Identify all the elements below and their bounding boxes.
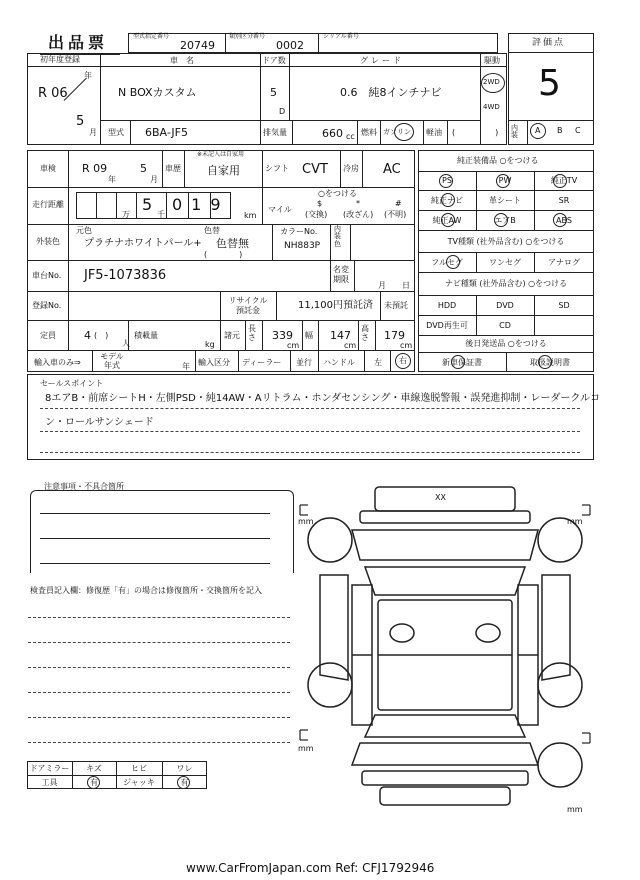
width-value: 147: [330, 329, 351, 342]
caution-area: [30, 490, 294, 573]
width-cm: cm: [344, 341, 357, 350]
door-type: D: [279, 107, 286, 116]
navi-hdd: HDD: [437, 300, 457, 310]
mile-label: マイル: [268, 205, 292, 214]
category-no: 0002: [276, 39, 304, 52]
score-value: 5: [538, 63, 561, 104]
length-cm: cm: [287, 341, 300, 350]
orig-color: プラチナホワイトパール+: [84, 238, 202, 249]
sales-label: セールスポイント: [40, 379, 104, 388]
mileage-sen: 019: [172, 195, 230, 214]
fuel-gas: ガソリン: [383, 128, 411, 136]
later-title: 後日発送品 ○をつける: [465, 339, 547, 348]
navi-sd: SD: [558, 300, 570, 310]
exterior-label: 外装色: [36, 237, 60, 246]
car-name-label: 車 名: [170, 56, 194, 65]
legend-scratch: キズ: [86, 763, 102, 773]
inspection-month: 5: [140, 162, 147, 175]
color-change-label: 色替: [204, 226, 220, 235]
drive-2wd: 2WD: [483, 78, 500, 86]
history-value: 自家用: [207, 164, 240, 177]
first-reg-month-unit: 月: [89, 128, 97, 137]
height-cm: cm: [400, 341, 413, 350]
recycle-no: 未預託: [384, 301, 408, 310]
recycle-amount: 11,100円預託済: [298, 300, 373, 311]
equip-airbag: エアB: [494, 215, 516, 225]
navi-dvd-play: DVD再生可: [426, 320, 468, 330]
doors-value: 5: [270, 86, 277, 99]
score-label: 評価点: [532, 38, 566, 48]
first-reg-month: 5: [76, 114, 85, 129]
displacement-label: 排気量: [263, 128, 287, 137]
chassis-no: JF5-1073836: [84, 268, 167, 283]
grade-label: グレード: [360, 56, 404, 65]
fuel-bracket: ( ): [452, 128, 499, 137]
later-manual: 取扱説明書: [530, 357, 570, 367]
ac-label: 冷房: [343, 164, 359, 173]
swap-label: (交換): [305, 210, 328, 219]
name-change-label: 名変期限: [333, 265, 349, 284]
navi-dvd: DVD: [496, 300, 514, 310]
orig-color-label: 元色: [76, 226, 92, 235]
width-label: 幅: [305, 331, 313, 340]
height-value: 179: [384, 329, 405, 342]
equip-leather: 革シート: [489, 195, 521, 205]
caution-label: 注意事項・不具合箇所: [44, 482, 124, 491]
inspector-label: 検査員記入欄：修復歴「有」の場合は修復箇所・交換箇所を記入: [30, 586, 262, 595]
person-unit: 人: [122, 339, 130, 348]
length-value: 339: [272, 329, 293, 342]
interior-label: 内装: [511, 124, 518, 139]
model-cert-no: 20749: [180, 39, 215, 52]
car-name: N BOXカスタム: [118, 86, 197, 99]
equip-navi: 純正ナビ: [431, 195, 463, 205]
drive-4wd: 4WD: [483, 103, 500, 111]
hash-mark: #: [395, 199, 402, 208]
navi-title: ナビ種類 (社外品含む) ○をつける: [444, 279, 568, 288]
color-no-label: カラーNo.: [280, 227, 318, 236]
capacity-value: 4: [84, 329, 91, 342]
inspection-date: R 09: [82, 162, 108, 175]
reg-label: 登録No.: [32, 301, 62, 310]
equip-pw: PW: [498, 176, 512, 185]
model-year-label: モデル年式: [100, 352, 124, 370]
sheet-title: 出品票: [48, 33, 109, 52]
import-class-label: 輸入区分: [198, 358, 230, 367]
interior-grade-a: A: [535, 126, 541, 135]
mm-label-bl: mm: [298, 744, 314, 753]
serial-label: シリアル番号: [323, 33, 359, 40]
mileage-man: 5: [142, 195, 153, 214]
capacity-bracket: ( ): [94, 331, 109, 340]
recycle-label: リサイクル預託金: [228, 296, 268, 315]
mileage-label: 走行距離: [32, 200, 64, 209]
inspection-label: 車検: [40, 164, 56, 173]
equip-abs: ABS: [556, 215, 572, 225]
tv-oneseg: ワンセグ: [489, 257, 521, 267]
import-label: 輸入車のみ⇒: [34, 358, 81, 367]
shift-label: シフト: [265, 164, 289, 173]
mm-label-br: mm: [567, 805, 583, 814]
handle-right: 右: [399, 356, 407, 365]
legend-tools: 工具: [41, 777, 58, 787]
model-code: 6BA-JF5: [145, 126, 188, 139]
inspection-year-unit: 年: [108, 175, 116, 184]
fuel-label: 燃料: [361, 128, 377, 137]
later-warranty: 新車保証書: [442, 357, 482, 367]
footer-reference: www.CarFromJapan.com Ref: CFJ1792946: [186, 861, 435, 875]
drive-label: 駆動: [484, 56, 500, 65]
equipment-title: 純正装備品 ○をつける: [457, 156, 539, 165]
equip-ps: PS: [442, 176, 452, 185]
equip-sr: SR: [558, 195, 570, 205]
kg-unit: kg: [205, 340, 215, 349]
sales-line2: ン・ロールサンシェード: [45, 417, 154, 428]
chassis-label: 車台No.: [32, 271, 62, 280]
cc-unit: cc: [346, 132, 355, 141]
equip-aw: 純正AW: [432, 215, 462, 225]
tv-title: TV種類 (社外品含む) ○をつける: [447, 236, 565, 246]
fuel-diesel: 軽油: [426, 128, 442, 137]
first-reg-label: 初年度登録: [40, 55, 80, 64]
handle-label: ハンドル: [323, 358, 355, 367]
mm-label-tr: mm: [567, 517, 583, 526]
first-reg-year-unit: 年: [84, 71, 92, 80]
legend-crack: ヒビ: [131, 763, 147, 773]
shift-value: CVT: [302, 162, 328, 177]
interior-grade-b: B: [557, 126, 563, 135]
color-change: 色替無: [216, 237, 249, 250]
legend-tools-yes: 有: [90, 777, 98, 787]
equip-tv: 純正TV: [550, 176, 578, 185]
handle-left: 左: [374, 358, 382, 367]
inspection-month-unit: 月: [150, 175, 158, 184]
dollar-mark: $: [317, 199, 323, 208]
mileage-select-note: ○をつける: [318, 189, 357, 198]
model-cert-label: 型式指定番号: [133, 33, 170, 40]
name-change-day: 日: [402, 281, 410, 290]
diagram-mark: XX: [435, 493, 446, 502]
import-parallel: 並行: [296, 358, 312, 367]
doors-label: ドア数: [262, 56, 286, 65]
legend-mirror: ドアミラー: [29, 763, 70, 773]
ac-value: AC: [383, 162, 401, 177]
capacity-label: 定員: [40, 331, 56, 340]
color-change-bracket: ( ): [204, 250, 243, 259]
tv-analog: アナログ: [548, 257, 580, 267]
tv-fullseg: フルセグ: [431, 257, 463, 267]
mm-label-tl: mm: [298, 517, 314, 526]
interior-grade-c: C: [575, 126, 581, 135]
model-label: 型式: [108, 128, 124, 137]
legend-jack: ジャッキ: [123, 777, 155, 787]
sen-unit: 千: [157, 210, 165, 219]
car-diagram: [290, 475, 600, 815]
length-label: 長さ: [248, 324, 256, 342]
category-label: 類別区分番号: [229, 33, 266, 40]
legend-break: ワレ: [176, 763, 193, 773]
color-no: NH883P: [284, 241, 321, 251]
name-change-month: 月: [378, 281, 386, 290]
history-label: 車歴: [165, 164, 181, 173]
man-unit: 万: [122, 210, 130, 219]
dims-label: 諸元: [224, 331, 240, 340]
height-label: 高さ: [361, 324, 369, 342]
sales-line1: 8エアB・前席シートH・左側PSD・純14AW・Aリトラム・ホンダセンシング・車線逸脱警報・誤発進抑制・レーダークルコ: [45, 393, 601, 404]
model-year-unit: 年: [182, 362, 190, 371]
first-reg-era: R 06: [38, 86, 68, 101]
tamper-label: (改ざん): [343, 210, 374, 219]
star-mark: *: [356, 199, 360, 208]
history-note: ※未記入は自家用: [197, 151, 245, 158]
navi-cd: CD: [499, 320, 511, 330]
legend-jack-yes: 有: [180, 777, 189, 787]
load-label: 積載量: [134, 331, 158, 340]
grade-value: 0.6 純8インチナビ: [340, 86, 442, 99]
import-dealer: ディーラー: [242, 358, 282, 367]
interior-color-label: 内装色: [334, 225, 341, 248]
displacement-value: 660: [322, 127, 343, 140]
unknown-label: (不明): [384, 210, 407, 219]
km-unit: km: [244, 211, 257, 220]
